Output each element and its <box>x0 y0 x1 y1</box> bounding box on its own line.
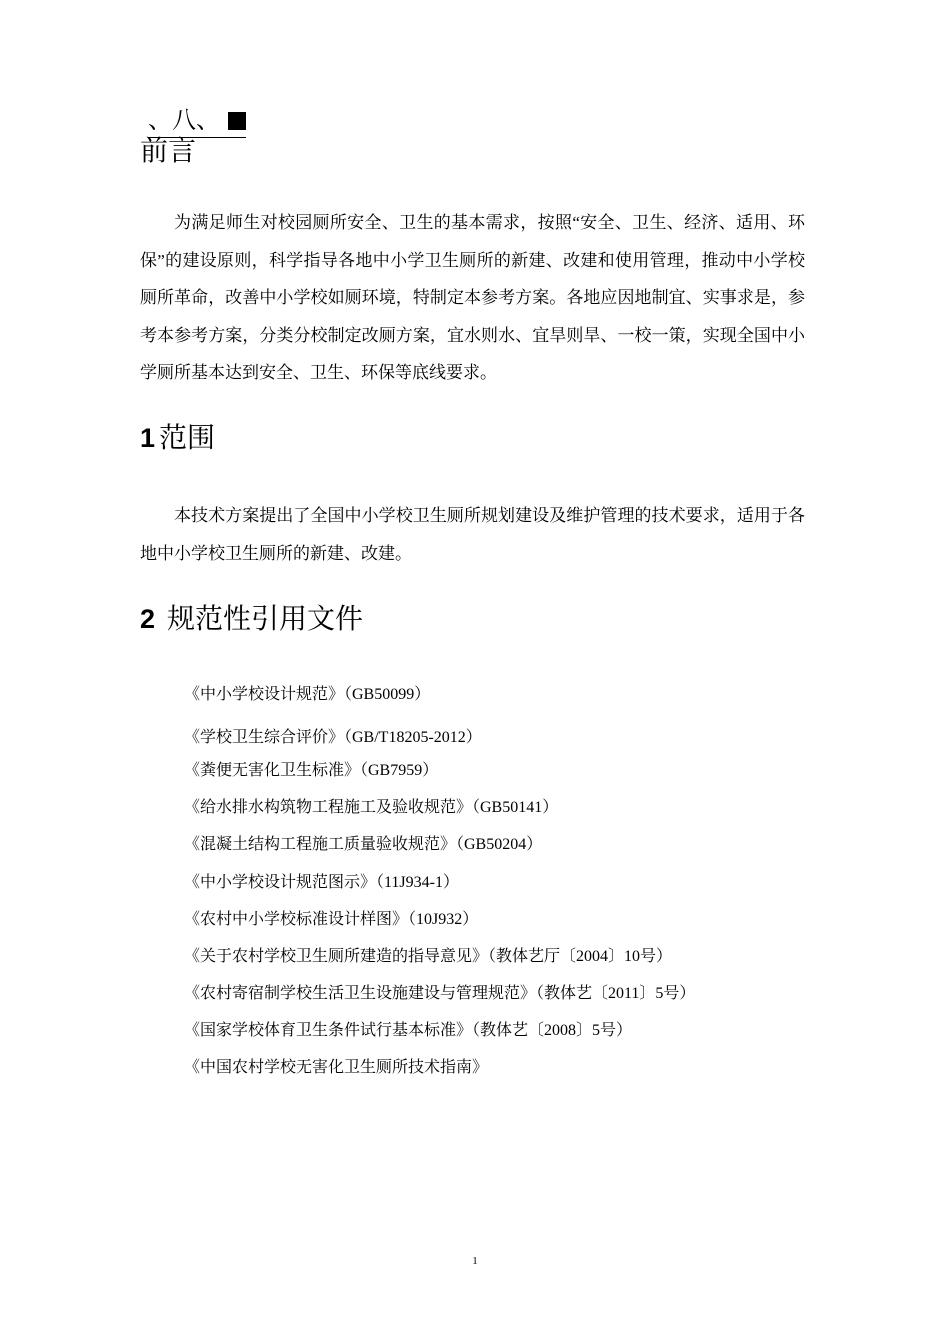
preface-paragraph: 为满足师生对校园厕所安全、卫生的基本需求，按照“安全、卫生、经济、适用、环保”的建设原则，科学指导各地中小学卫生厕所的新建、改建和使用管理，推动中小学校厕所革命，改善中小学校如厕环境，特制定本参考方案。各地应因地制宜、实事求是，参考本参考方案，分类分校制定改厕方案，宜水则水、宜旱则旱、一校一策，实现全国中小学厕所基本达到安全、卫生、环保等底线要求。 <box>140 213 805 382</box>
reference-item: 《国家学校体育卫生条件试行基本标准》（教体艺〔2008〕5号） <box>184 1022 633 1039</box>
section-1-paragraph: 本技术方案提出了全国中小学校卫生厕所规划建设及维护管理的技术要求，适用于各地中小学校卫生厕所的新建、改建。 <box>140 506 805 563</box>
reference-item: 《学校卫生综合评价》（GB/T18205-2012） <box>184 729 482 746</box>
page-number: 1 <box>472 1255 478 1267</box>
reference-item: 《中小学校设计规范图示》（11J934-1） <box>184 874 459 891</box>
section-1-title: 范围 <box>159 423 216 454</box>
reference-item: 《关于农村学校卫生厕所建造的指导意见》（教体艺厅〔2004〕10号） <box>184 948 673 965</box>
reference-item: 《混凝土结构工程施工质量验收规范》（GB50204） <box>184 836 543 853</box>
section-2-number: 2 <box>140 604 156 634</box>
preface-title: 前言 <box>140 136 197 167</box>
reference-item: 《农村寄宿制学校生活卫生设施建设与管理规范》（教体艺〔2011〕5号） <box>184 985 696 1002</box>
reference-item: 《中小学校设计规范》（GB50099） <box>184 686 431 703</box>
section-1-number: 1 <box>140 423 156 453</box>
reference-item: 《给水排水构筑物工程施工及验收规范》（GB50141） <box>184 799 559 816</box>
section-2-title: 规范性引用文件 <box>167 604 364 635</box>
reference-item: 《中国农村学校无害化卫生厕所技术指南》 <box>184 1059 489 1076</box>
header-mark-text: 、八、 <box>148 108 220 134</box>
reference-item: 《粪便无害化卫生标准》（GB7959） <box>184 762 439 779</box>
reference-item: 《农村中小学校标准设计样图》（10J932） <box>184 911 479 928</box>
